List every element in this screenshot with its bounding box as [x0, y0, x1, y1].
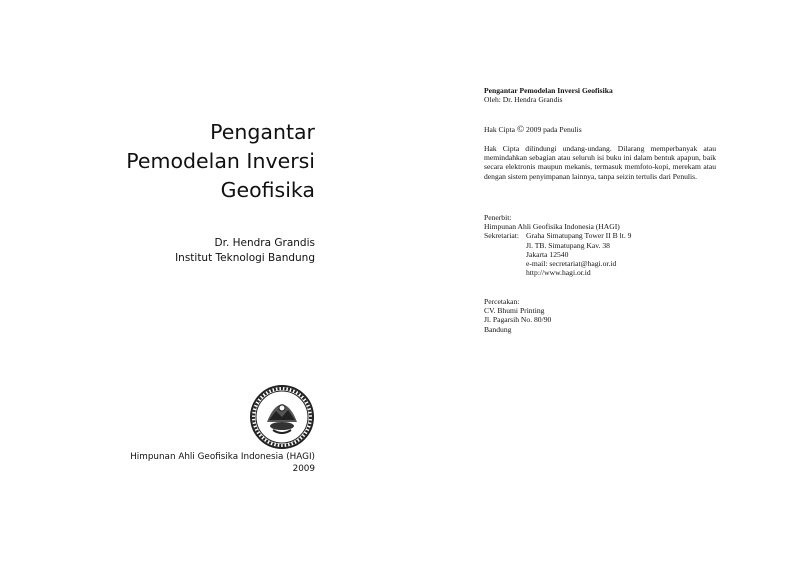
title-line-1: Pengantar	[210, 120, 315, 144]
percetakan-heading: Percetakan:	[484, 297, 520, 306]
printer-city: Bandung	[484, 324, 512, 334]
author-block	[175, 236, 315, 266]
hagi-emblem-icon	[249, 384, 315, 450]
address-line-2: Jl. TB. Simatupang Kav. 38	[526, 240, 610, 250]
website-line: http://www.hagi.or.id	[526, 268, 591, 278]
address-line-1: Graha Simatupang Tower II B lt. 9	[526, 231, 632, 241]
publication-year: 2009	[292, 464, 315, 474]
copyright-line	[484, 125, 716, 135]
penerbit-block	[484, 213, 716, 277]
secretariat-row	[484, 231, 716, 240]
book-title-small: Pengantar Pemodelan Inversi Geofisika	[484, 86, 613, 95]
title-line-2: Pemodelan Inversi	[126, 149, 315, 173]
institution-name: Institut Teknologi Bandung	[175, 252, 315, 264]
printer-name: CV. Bhumi Printing	[484, 306, 545, 316]
address-line-3: Jakarta 12540	[526, 249, 569, 259]
legal-notice: Hak Cipta dilindungi undang-undang. Dilarang memperbanyak atau memindahkan sebagian atau seluruh isi buku ini dalam bentuk apapun, baik secara elektronis maupun mekanis, termasuk memfoto-kopi, merekam atau dengan sistem penyimpanan lainnya, tanpa seizin tertulis dari Penulis.	[484, 144, 716, 181]
book-title	[126, 118, 315, 205]
printer-address: Jl. Pagarsih No. 80/90	[484, 315, 552, 325]
book-info	[484, 86, 716, 104]
publisher-block	[130, 451, 315, 475]
publisher-name: Himpunan Ahli Geofisika Indonesia (HAGI)	[130, 452, 315, 462]
percetakan-block	[484, 297, 716, 334]
title-line-3: Geofisika	[220, 178, 315, 202]
author-name: Dr. Hendra Grandis	[214, 237, 315, 249]
penerbit-name: Himpunan Ahli Geofisika Indonesia (HAGI)	[484, 222, 620, 232]
copyright-symbol: ©	[516, 125, 525, 135]
by-line: Oleh: Dr. Hendra Grandis	[484, 95, 563, 105]
secretariat-label: Sekretariat:	[484, 231, 519, 241]
copyright-prefix: Hak Cipta	[484, 125, 516, 134]
email-line: e-mail: secretariat@hagi.or.id	[526, 259, 617, 269]
copyright-suffix: 2009 pada Penulis	[526, 125, 582, 134]
penerbit-heading: Penerbit:	[484, 213, 512, 222]
